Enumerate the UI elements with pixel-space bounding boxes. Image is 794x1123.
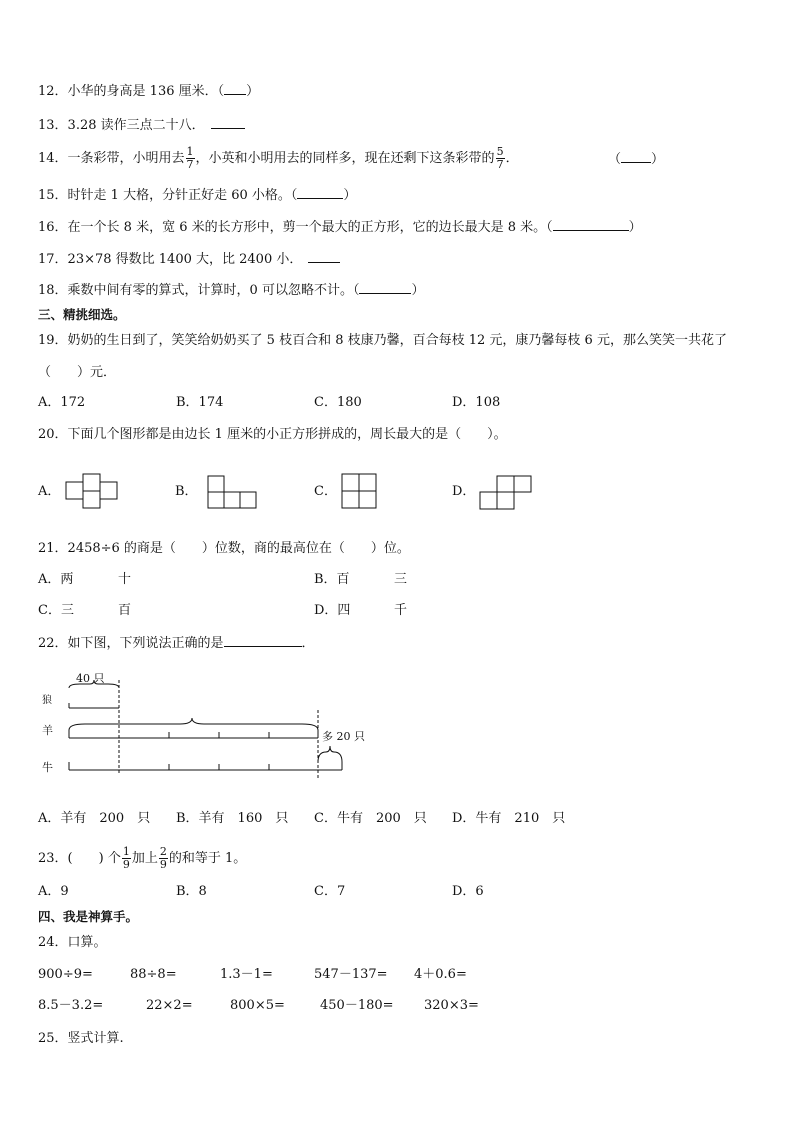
question-16: 16．在一个长 8 米，宽 6 米的长方形中，剪一个最大的正方形，它的边长最大是 8 米。（ ）	[38, 220, 642, 235]
q13-text: 13．3.28 读作三点二十八．	[38, 118, 205, 133]
q19-line-1: 19．奶奶的生日到了，笑笑给奶奶买了 5 枝百合和 8 枝康乃馨，百合每枝 12 元，康乃馨每枝 6 元，那么笑笑一共花了	[38, 333, 727, 348]
q14-text-pre: 14．一条彩带，小明用去	[38, 151, 185, 166]
q25-title: 25．竖式计算.	[38, 1031, 124, 1046]
question-20: 20．下面几个图形都是由边长 1 厘米的小正方形拼成的，周长最大的是（ ）。	[38, 427, 507, 442]
question-22: 22．如下图，下列说法正确的是 ．	[38, 636, 315, 651]
q24-item-3: 1.3－1=	[220, 967, 273, 982]
diagram-row-wolf: 狼	[42, 695, 52, 706]
q24-item-4: 547－137=	[314, 967, 388, 982]
q23-option-c[interactable]: C．7	[314, 884, 346, 899]
q23-text-mid: 加上	[131, 851, 158, 866]
q19-option-d[interactable]: D．108	[452, 395, 501, 410]
q19-line-2: （ ）元．	[38, 365, 117, 380]
q12-text: 12．小华的身高是 136 厘米．（	[38, 84, 225, 99]
q19-option-c[interactable]: C．180	[314, 395, 362, 410]
q24-item-1: 900÷9=	[38, 967, 93, 982]
q22-text: 22．如下图，下列说法正确的是	[38, 636, 224, 651]
sheep-brace	[69, 718, 318, 730]
q22-option-d[interactable]: D．牛有 210 只	[452, 811, 566, 826]
q24-item-6: 8.5－3.2=	[38, 998, 104, 1013]
q23-fraction-2: $\frac{2}{9}$	[159, 845, 167, 871]
q20-label-b[interactable]: B．	[175, 484, 198, 499]
q23-option-d[interactable]: D．6	[452, 884, 484, 899]
diagram-label-more-20: 多 20 只	[322, 730, 365, 743]
q14-text-mid: ，小英和小明用去的同样多，现在还剩下这条彩带的	[195, 151, 495, 166]
q17-text: 17．23×78 得数比 1400 大，比 2400 小．	[38, 252, 303, 267]
wolf-brace	[69, 680, 119, 688]
q21-option-a[interactable]: A．两 十	[38, 572, 132, 587]
q22-option-a[interactable]: A．羊有 200 只	[38, 811, 151, 826]
q14-answer: （ ）	[608, 152, 665, 167]
q20-label-d[interactable]: D．	[452, 484, 476, 499]
q23-option-a[interactable]: A．9	[38, 884, 69, 899]
q15-text: 15．时针走 1 大格，分针正好走 60 小格。（	[38, 188, 298, 203]
q21-option-c[interactable]: C．三 百	[38, 603, 132, 618]
q23-option-b[interactable]: B．8	[176, 884, 207, 899]
q22-option-b[interactable]: B．羊有 160 只	[176, 811, 289, 826]
q23-fraction-1: $\frac{1}{9}$	[122, 845, 130, 871]
q14-fraction-1: $\frac{1}{7}$	[186, 145, 194, 171]
q24-title: 24．口算。	[38, 935, 107, 950]
q24-item-8: 800×5=	[230, 998, 285, 1013]
q24-item-2: 88÷8=	[130, 967, 177, 982]
q24-item-5: 4＋0.6=	[414, 967, 467, 982]
q19-option-a[interactable]: A．172	[38, 395, 86, 410]
question-21: 21．2458÷6 的商是（ ）位数，商的最高位在（ ）位。	[38, 541, 410, 556]
q21-option-b[interactable]: B．百 三	[314, 572, 408, 587]
q14-fraction-2: $\frac{5}{7}$	[496, 145, 504, 171]
q24-item-9: 450－180=	[320, 998, 394, 1013]
q18-text: 18．乘数中间有零的算式，计算时，0 可以忽略不计。（	[38, 283, 360, 298]
q14-text-post: ．	[505, 151, 519, 166]
question-15: 15．时针走 1 大格，分针正好走 60 小格。（ ）	[38, 188, 357, 203]
q23-text-pre: 23．( ) 个	[38, 851, 121, 866]
q21-option-d[interactable]: D．四 千	[314, 603, 408, 618]
q24-item-10: 320×3=	[424, 998, 479, 1013]
q22-option-c[interactable]: C．牛有 200 只	[314, 811, 427, 826]
q19-option-b[interactable]: B．174	[176, 395, 224, 410]
diagram-label-40: 40 只	[76, 672, 105, 685]
q16-text: 16．在一个长 8 米，宽 6 米的长方形中，剪一个最大的正方形，它的边长最大是 8 米。（	[38, 220, 553, 235]
cow-extra-brace	[318, 746, 342, 762]
diagram-row-cow: 牛	[42, 761, 53, 774]
q20-label-c[interactable]: C．	[314, 484, 337, 499]
q23-text-post: 的和等于 1。	[168, 851, 247, 866]
q12-close: ）	[246, 84, 260, 99]
q20-label-a[interactable]: A．	[38, 484, 61, 499]
q24-item-7: 22×2=	[146, 998, 193, 1013]
section-4-heading: 四、我是神算手。	[38, 909, 139, 924]
question-18: 18．乘数中间有零的算式，计算时，0 可以忽略不计。（ ）	[38, 283, 425, 298]
section-3-heading: 三、精挑细选。	[38, 307, 126, 322]
diagram-row-sheep: 羊	[42, 724, 53, 737]
question-23	[38, 846, 246, 871]
